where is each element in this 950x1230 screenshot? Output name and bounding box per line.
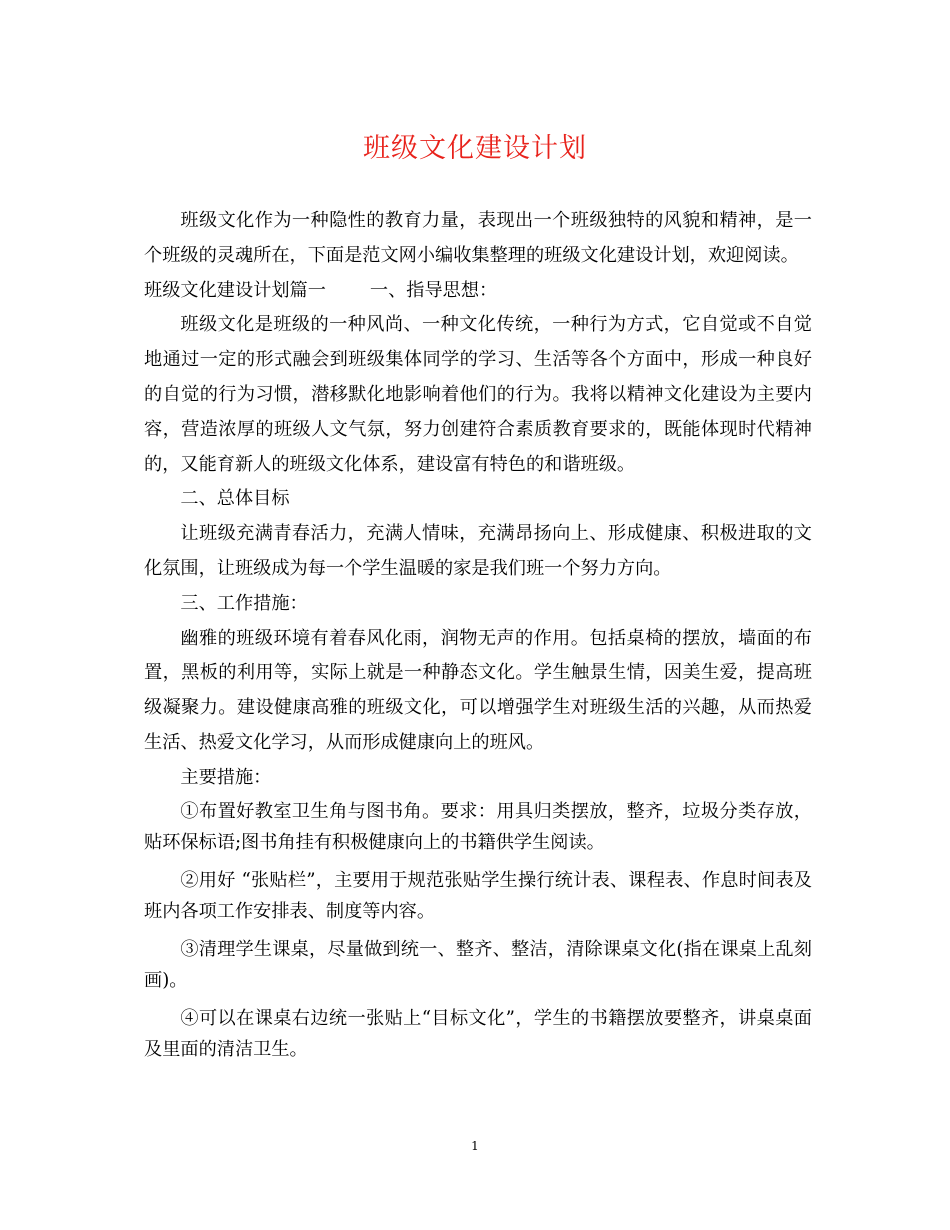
- section3-heading: 三、工作措施：: [180, 592, 308, 614]
- measures-heading: 主要措施：: [180, 766, 272, 788]
- section3-paragraph: 幽雅的班级环境有着春风化雨，润物无声的作用。包括桌椅的摆放，墙面的布置，黑板的利用等，实际上就是一种静态文化。学生触景生情，因美生爱，提高班级凝聚力。建设健康高雅的班级文化，可以增强学生对班级生活的兴趣，从而热爱生活、热爱文化学习，从而形成健康向上的班风。: [144, 627, 812, 753]
- measure-item-2: ②用好 “张贴栏”，主要用于规范张贴学生操行统计表、课程表、作息时间表及班内各项工作安排表、制度等内容。: [144, 869, 812, 922]
- section1-heading: 一、指导思想：: [369, 279, 498, 301]
- section1-paragraph: 班级文化是班级的一种风尚、一种文化传统，一种行为方式，它自觉或不自觉地通过一定的形式融会到班级集体同学的学习、生活等各个方面中，形成一种良好的自觉的行为习惯，潜移默化地影响着他们的行为。我将以精神文化建设为主要内容，营造浓厚的班级人文气氛，努力创建符合素质教育要求的，既能体现时代精神的，又能育新人的班级文化体系，建设富有特色的和谐班级。: [144, 314, 812, 475]
- part-label: 班级文化建设计划篇一: [144, 279, 326, 301]
- part-heading-line: [144, 274, 812, 309]
- page-number: 1: [471, 1139, 479, 1153]
- measure-item-1: ①布置好教室卫生角与图书角。要求：用具归类摆放，整齐，垃圾分类存放，贴环保标语;图书角挂有积极健康向上的书籍供学生阅读。: [144, 800, 812, 853]
- measure-item-4: ④可以在课桌右边统一张贴上“目标文化”，学生的书籍摆放要整齐，讲桌桌面及里面的清洁卫生。: [144, 1007, 812, 1060]
- document-body: [144, 204, 812, 1065]
- section2-heading: 二、总体目标: [180, 488, 290, 510]
- measure-item-3: ③清理学生课桌，尽量做到统一、整齐、整洁，清除课桌文化(指在课桌上乱刻画)。: [144, 938, 812, 991]
- document-title: 班级文化建设计划: [363, 133, 587, 164]
- section2-paragraph: 让班级充满青春活力，充满人情味，充满昂扬向上、形成健康、积极进取的文化氛围，让班级成为每一个学生温暖的家是我们班一个努力方向。: [144, 523, 812, 579]
- intro-paragraph: 班级文化作为一种隐性的教育力量，表现出一个班级独特的风貌和精神，是一个班级的灵魂所在，下面是范文网小编收集整理的班级文化建设计划，欢迎阅读。: [144, 210, 812, 266]
